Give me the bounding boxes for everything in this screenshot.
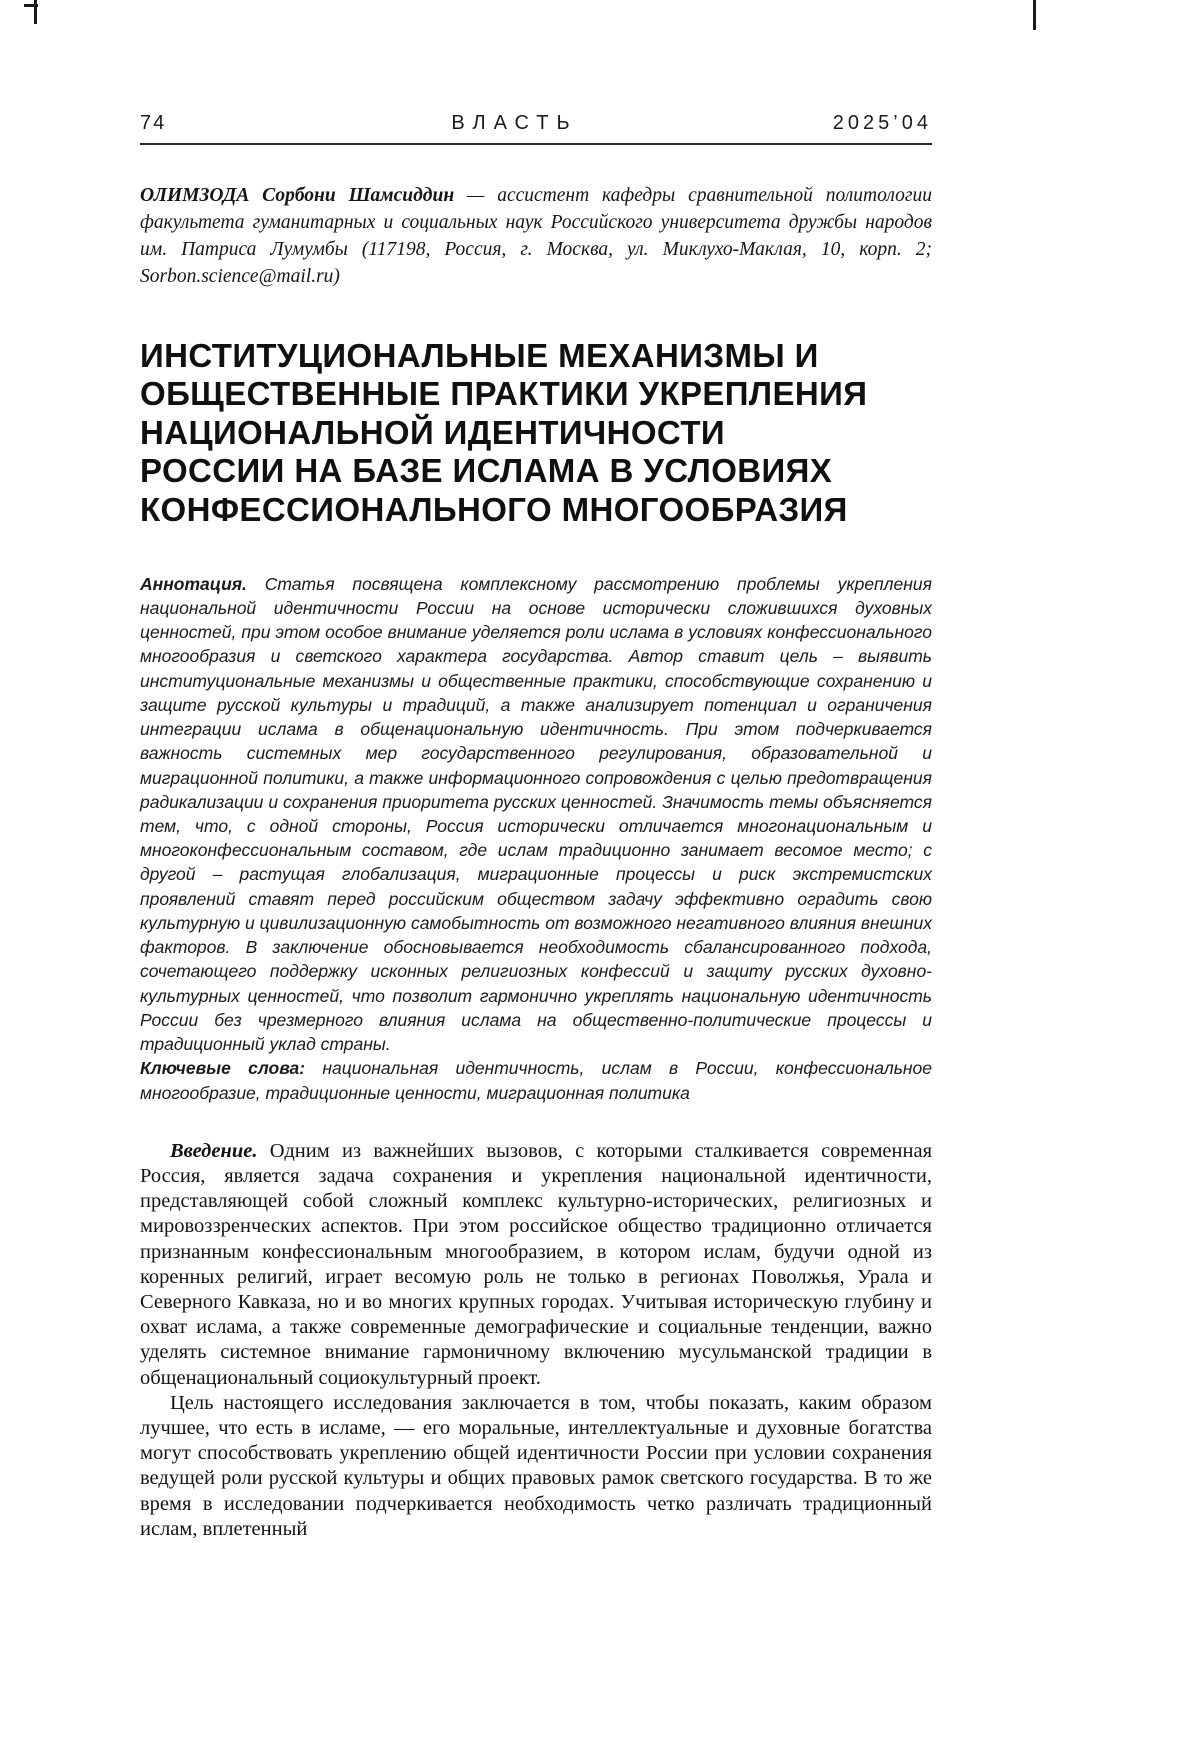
paragraph-text: Одним из важнейших вызовов, с которыми сталкивается современная Россия, является задача сохранения и укрепления национальной идентичности, представляющей собой сложный комплекс культурно-исторических, религиозных и мировоззренческих аспектов. При этом российское общество традиционно отличается признанным конфессиональным многообразием, в котором ислам, будучи одной из коренных религий, играет весомую роль не только в регионах Поволжья, Урала и Северного Кавказа, но и во многих крупных городах. Учитывая историческую глубину и охват ислама, а также современные демографические и социальные тенденции, важно уделять системное внимание гармоничному включению мусульманской традиции в общенациональный социокультурный проект.: [140, 1139, 933, 1389]
author-name: ОЛИМЗОДА Сорбони Шамсиддин: [140, 185, 455, 206]
crop-mark-top-right-vertical: [1033, 0, 1036, 30]
keywords-text: национальная идентичность, ислам в России, конфессиональное многообразие, традиционные ценности, миграционная политика: [140, 1058, 932, 1103]
journal-title: ВЛАСТЬ: [451, 112, 578, 134]
keywords-paragraph: [140, 1056, 932, 1104]
paragraph-lead: Введение.: [170, 1139, 258, 1162]
article-title: ИНСТИТУЦИОНАЛЬНЫЕ МЕХАНИЗМЫ И ОБЩЕСТВЕННЫЕ ПРАКТИКИ УКРЕПЛЕНИЯ НАЦИОНАЛЬНОЙ ИДЕНТИЧНОСТИ РОССИИ НА БАЗЕ ИСЛАМА В УСЛОВИЯХ КОНФЕССИОНАЛЬНОГО МНОГООБРАЗИЯ: [140, 336, 868, 529]
article-body: [140, 1139, 932, 1542]
header-rule: [140, 143, 932, 145]
abstract-label: Аннотация.: [140, 573, 247, 594]
abstract-paragraph: [140, 572, 932, 1057]
paragraph-text: Цель настоящего исследования заключается в том, чтобы показать, каким образом лучшее, что есть в исламе, — его моральные, интеллектуальные и духовные богатства могут способствовать укреплению общей идентичности России при условии сохранения ведущей роли русской культуры и общих правовых рамок светского государства. В то же время в исследовании подчеркивается необходимость четко различать традиционный ислам, вплетенный: [140, 1391, 932, 1540]
body-paragraph: [140, 1139, 932, 1391]
page-number: 74: [140, 112, 167, 134]
author-affiliation: — ассистент кафедры сравнительной политологии факультета гуманитарных и социальных наук Российского университета дружбы народов им. Патриса Лумумбы (117198, Россия, г. Москва, ул. Миклухо-Маклая, 10, корп. 2; Sorbon.science@mail.ru): [140, 185, 933, 287]
keywords-label: Ключевые слова:: [140, 1058, 306, 1079]
abstract-text: Статья посвящена комплексному рассмотрению проблемы укрепления национальной идентичности России на основе исторически сложившихся духовных ценностей, при этом особое внимание уделяется роли ислама в условиях конфессионального многообразия и светского характера государства. Автор ставит цель – выявить институциональные механизмы и общественные практики, способствующие сохранению и защите русской культуры и традиций, а также анализирует потенциал и ограничения интеграции ислама в общенациональную идентичность. При этом подчеркивается важность системных мер государственного регулирования, образовательной и миграционной политики, а также информационного сопровождения с целью предотвращения радикализации и сохранения приоритета русских ценностей. Значимость темы объясняется тем, что, с одной стороны, Россия исторически отличается многонациональным и многоконфессиональным составом, где ислам традиционно занимает весомое место; с другой – растущая глобализация, миграционные процессы и риск экстремистских проявлений ставят перед российским обществом задачу эффективно оградить свою культурную и цивилизационную самобытность от возможного негативного влияния внешних факторов. В заключение обосновывается необходимость сбалансированного подхода, сочетающего поддержку исконных религиозных конфессий и защиту русских духовно-культурных ценностей, что позволит гармонично укреплять национальную идентичность России без чрезмерного влияния ислама на общественно-политические процессы и традиционный уклад страны.: [140, 573, 932, 1055]
running-head: [140, 112, 932, 135]
author-block: [140, 183, 932, 291]
crop-mark-top-left-horizontal: [24, 4, 38, 7]
body-paragraph: [140, 1391, 932, 1542]
page-content: [140, 112, 932, 1542]
abstract-section: [140, 572, 932, 1105]
issue-number: 2025’04: [832, 112, 932, 134]
